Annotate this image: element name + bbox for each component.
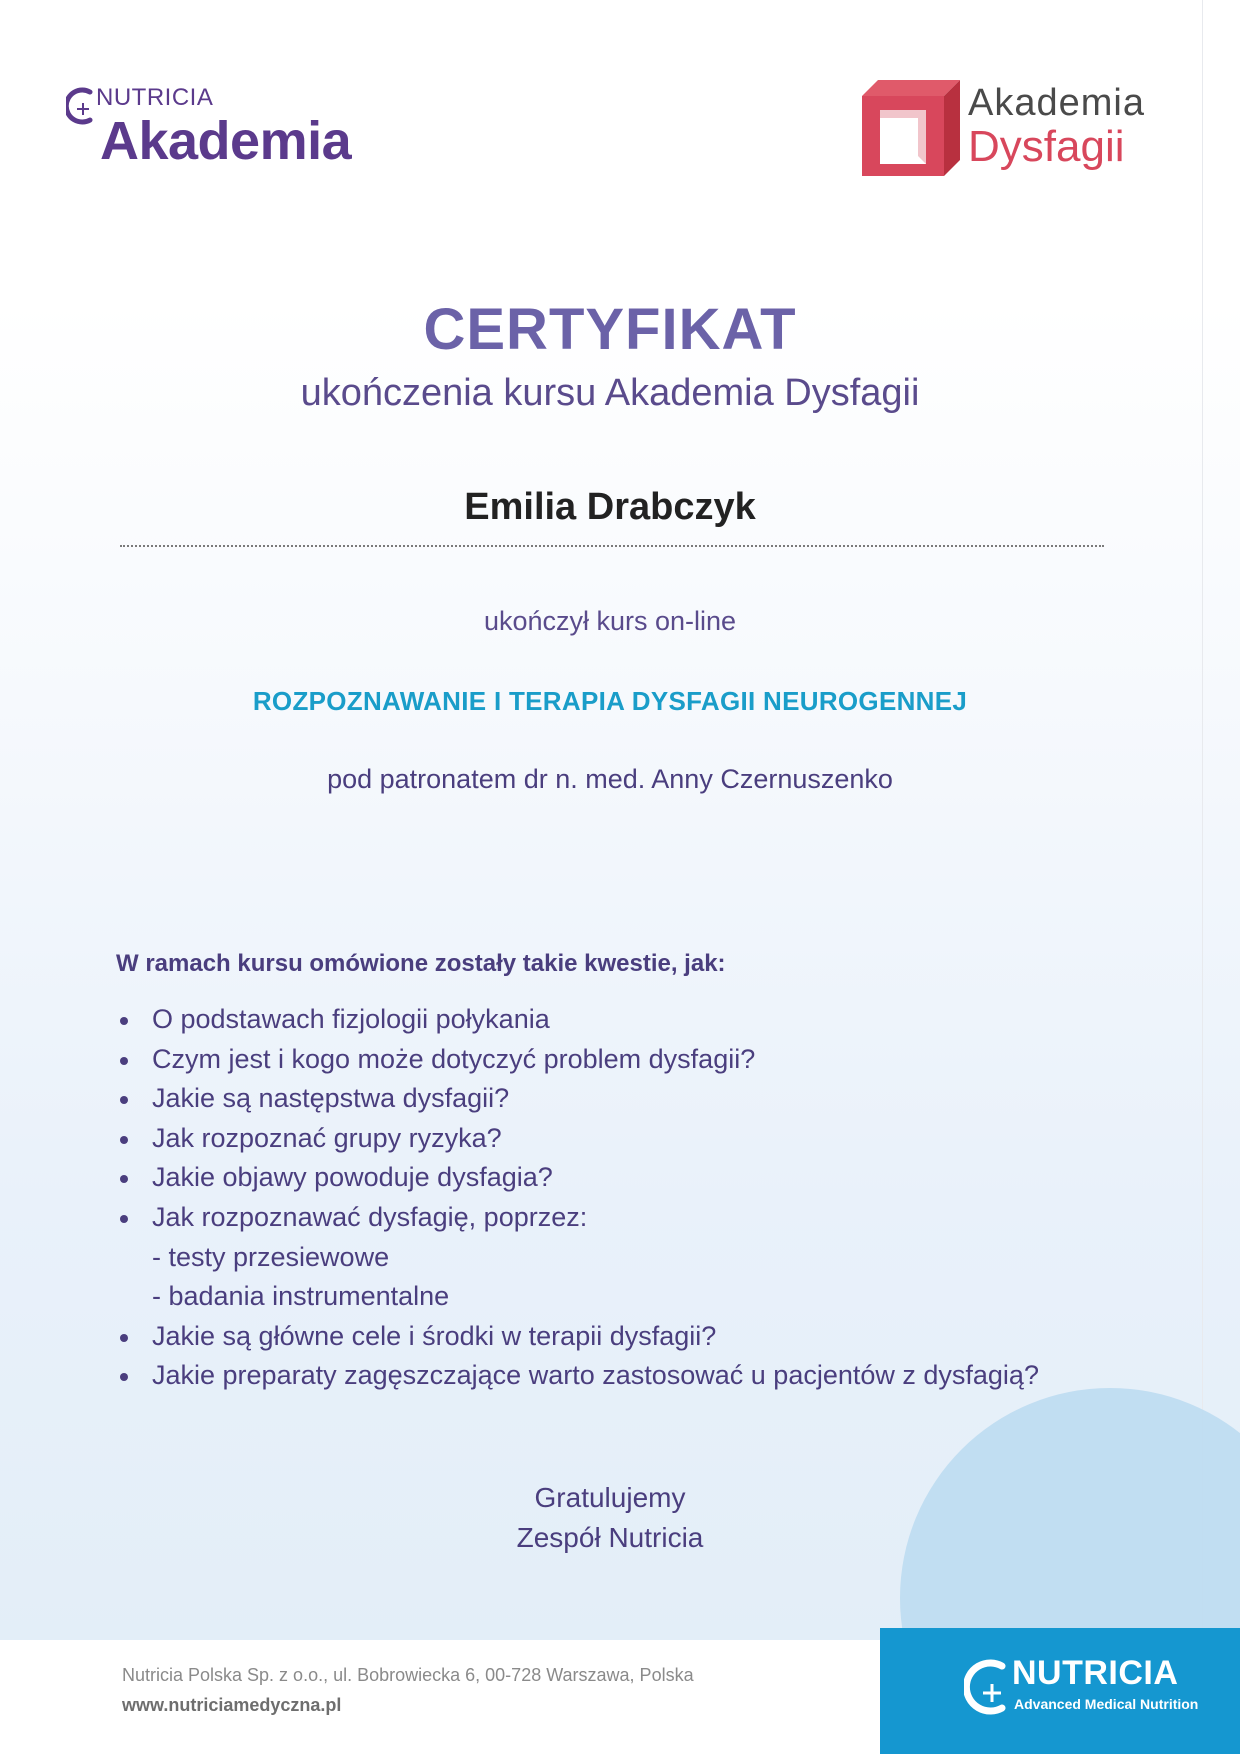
course-name: ROZPOZNAWANIE I TERAPIA DYSFAGII NEUROGENNEJ xyxy=(252,686,968,716)
completed-text: ukończył kurs on-line xyxy=(483,606,737,636)
footer-address: Nutricia Polska Sp. z o.o., ul. Bobrowiecka 6, 00-728 Warszawa, Polska xyxy=(122,1665,694,1685)
topic-subitem: - testy przesiewowe xyxy=(152,1241,390,1272)
red-cube-icon xyxy=(862,80,960,176)
certificate-subtitle: ukończenia kursu Akademia Dysfagii xyxy=(300,372,920,414)
topic-item: Jak rozpoznać grupy ryzyka? xyxy=(116,1119,1196,1159)
nutricia-crescent-icon xyxy=(66,86,100,126)
nutricia-akademia-logo xyxy=(66,80,386,180)
topic-item: Czym jest i kogo może dotyczyć problem dysfagii? xyxy=(116,1040,1196,1080)
topic-item: Jakie są następstwa dysfagii? xyxy=(116,1079,1196,1119)
topic-item: Jakie objawy powoduje dysfagia? xyxy=(116,1158,1196,1198)
page-edge-line xyxy=(1202,0,1203,1640)
closing-block xyxy=(0,1478,1220,1558)
footer-url: www.nutriciamedyczna.pl xyxy=(122,1695,342,1715)
topic-item: O podstawach fizjologii połykania xyxy=(116,1000,1196,1040)
name-dotted-line xyxy=(120,545,1104,547)
akademia-logo-text: Akademia xyxy=(100,111,352,171)
nutricia-brand-text: NUTRICIA xyxy=(96,84,214,111)
akademia-dysfagii-logo xyxy=(862,80,1182,180)
topic-item: Jak rozpoznawać dysfagię, poprzez: xyxy=(116,1198,1196,1238)
akademia-dysfagii-line1: Akademia xyxy=(968,82,1145,124)
patronage-text: pod patronatem dr n. med. Anny Czernuszenko xyxy=(327,764,893,794)
recipient-name: Emilia Drabczyk xyxy=(464,486,756,528)
footer-tagline: Advanced Medical Nutrition xyxy=(1014,1696,1199,1712)
topic-item: Jakie są główne cele i środki w terapii dysfagii? xyxy=(116,1317,1196,1357)
topic-subitem: - badania instrumentalne xyxy=(152,1281,450,1312)
nutricia-crescent-icon-footer xyxy=(964,1658,1016,1716)
topics-intro: W ramach kursu omówione zostały takie kwestie, jak: xyxy=(116,950,726,977)
certificate-title: CERTYFIKAT xyxy=(423,297,797,362)
topic-item: Jakie preparaty zagęszczające warto zastosować u pacjentów z dysfagią? xyxy=(116,1356,1196,1396)
closing-congrats: Gratulujemy xyxy=(534,1482,686,1513)
topics-list xyxy=(116,1000,1196,1396)
footer-nutricia-brand: NUTRICIA xyxy=(1012,1654,1179,1692)
closing-team: Zespół Nutricia xyxy=(516,1522,704,1553)
akademia-dysfagii-line2: Dysfagii xyxy=(968,122,1125,171)
